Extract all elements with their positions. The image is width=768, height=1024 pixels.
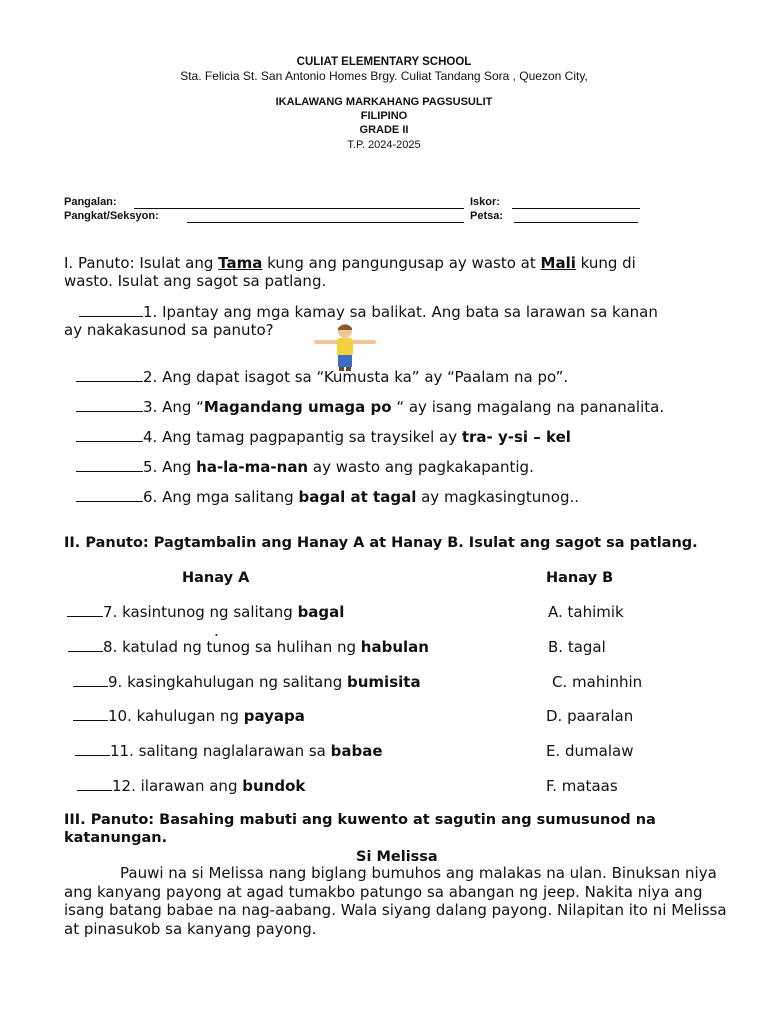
answer-blank-6[interactable]	[76, 488, 143, 502]
match-blank-8[interactable]	[68, 638, 103, 652]
child-arms-outstretched-image	[310, 322, 380, 372]
grade-level: GRADE II	[359, 124, 409, 136]
match-blank-11[interactable]	[75, 742, 110, 756]
answer-blank-2[interactable]	[76, 368, 143, 382]
question-5: 5. Ang ha-la-ma-nan ay wasto ang pagkakapantig.	[76, 458, 534, 477]
story-paragraph: Pauwi na si Melissa nang biglang bumuhos ang malakas na ulan. Binuksan niya ang kanyang payong at agad tumakbo patungo sa abangan ng jeep. Nakita niya ang isang batang babae na nag-aabang. Wala siyang dalang payong. Nilapitan ito ni Melissa at pinasukob sa kanyang payong.	[64, 864, 727, 938]
school-name: CULIAT ELEMENTARY SCHOOL	[296, 56, 472, 68]
name-field[interactable]	[134, 197, 464, 209]
date-label: Petsa:	[470, 210, 504, 222]
match-blank-9[interactable]	[73, 673, 108, 687]
score-label: Iskor:	[470, 196, 500, 208]
part1-instruction: I. Panuto: Isulat ang Tama kung ang pangungusap ay wasto at Mali kung di	[64, 254, 636, 272]
match-item-11: 11. salitang naglalarawan sa babae	[75, 742, 383, 761]
match-item-12: 12. ilarawan ang bundok	[77, 777, 305, 796]
match-choice-b: B. tagal	[548, 638, 606, 656]
match-choice-d: D. paaralan	[546, 707, 634, 725]
section-field[interactable]	[187, 211, 464, 223]
question-3: 3. Ang “Magandang umaga po “ ay isang magalang na pananalita.	[76, 398, 664, 417]
question-6: 6. Ang mga salitang bagal at tagal ay magkasingtunog..	[76, 488, 579, 507]
exam-title: IKALAWANG MARKAHANG PAGSUSULIT	[275, 96, 493, 108]
match-item-10: 10. kahulugan ng payapa	[73, 707, 305, 726]
match-item-7: 7. kasintunog ng salitang bagal	[67, 603, 344, 622]
answer-blank-5[interactable]	[76, 458, 143, 472]
stray-dot: .	[214, 622, 219, 640]
school-address: Sta. Felicia St. San Antonio Homes Brgy. Culiat Tandang Sora , Quezon City,	[180, 69, 588, 83]
part3-instruction-line2: katanungan.	[64, 830, 168, 846]
subject: FILIPINO	[360, 110, 408, 122]
match-blank-10[interactable]	[73, 707, 108, 721]
match-choice-a: A. tahimik	[548, 603, 624, 621]
match-choice-c: C. mahinhin	[552, 673, 643, 691]
column-a-header: Hanay A	[182, 570, 250, 586]
part1-instruction-line2: wasto. Isulat ang sagot sa patlang.	[64, 272, 327, 290]
score-field[interactable]	[512, 197, 640, 209]
school-year: T.P. 2024-2025	[347, 139, 421, 151]
answer-blank-1[interactable]	[79, 303, 143, 317]
column-b-header: Hanay B	[546, 570, 614, 586]
match-blank-7[interactable]	[67, 603, 103, 617]
question-1-cont: ay nakakasunod sa panuto?	[64, 321, 274, 339]
question-2: 2. Ang dapat isagot sa “Kumusta ka” ay “Paalam na po”.	[76, 368, 568, 387]
answer-blank-4[interactable]	[76, 428, 143, 442]
part2-instruction: II. Panuto: Pagtambalin ang Hanay A at Hanay B. Isulat ang sagot sa patlang.	[64, 535, 698, 551]
question-4: 4. Ang tamag pagpapantig sa traysikel ay tra- y-si – kel	[76, 428, 571, 447]
story-title: Si Melissa	[356, 849, 438, 865]
match-item-8: 8. katulad ng tunog sa hulihan ng habulan	[68, 638, 429, 657]
match-choice-e: E. dumalaw	[546, 742, 634, 760]
date-field[interactable]	[514, 211, 638, 223]
answer-blank-3[interactable]	[76, 398, 143, 412]
match-blank-12[interactable]	[77, 777, 112, 791]
question-1: 1. Ipantay ang mga kamay sa balikat. Ang bata sa larawan sa kanan	[79, 303, 658, 322]
part3-instruction: III. Panuto: Basahing mabuti ang kuwento at sagutin ang sumusunod na	[64, 812, 656, 828]
name-label: Pangalan:	[64, 196, 117, 208]
match-item-9: 9. kasingkahulugan ng salitang bumisita	[73, 673, 421, 692]
match-choice-f: F. mataas	[546, 777, 618, 795]
section-label: Pangkat/Seksyon:	[64, 210, 159, 222]
